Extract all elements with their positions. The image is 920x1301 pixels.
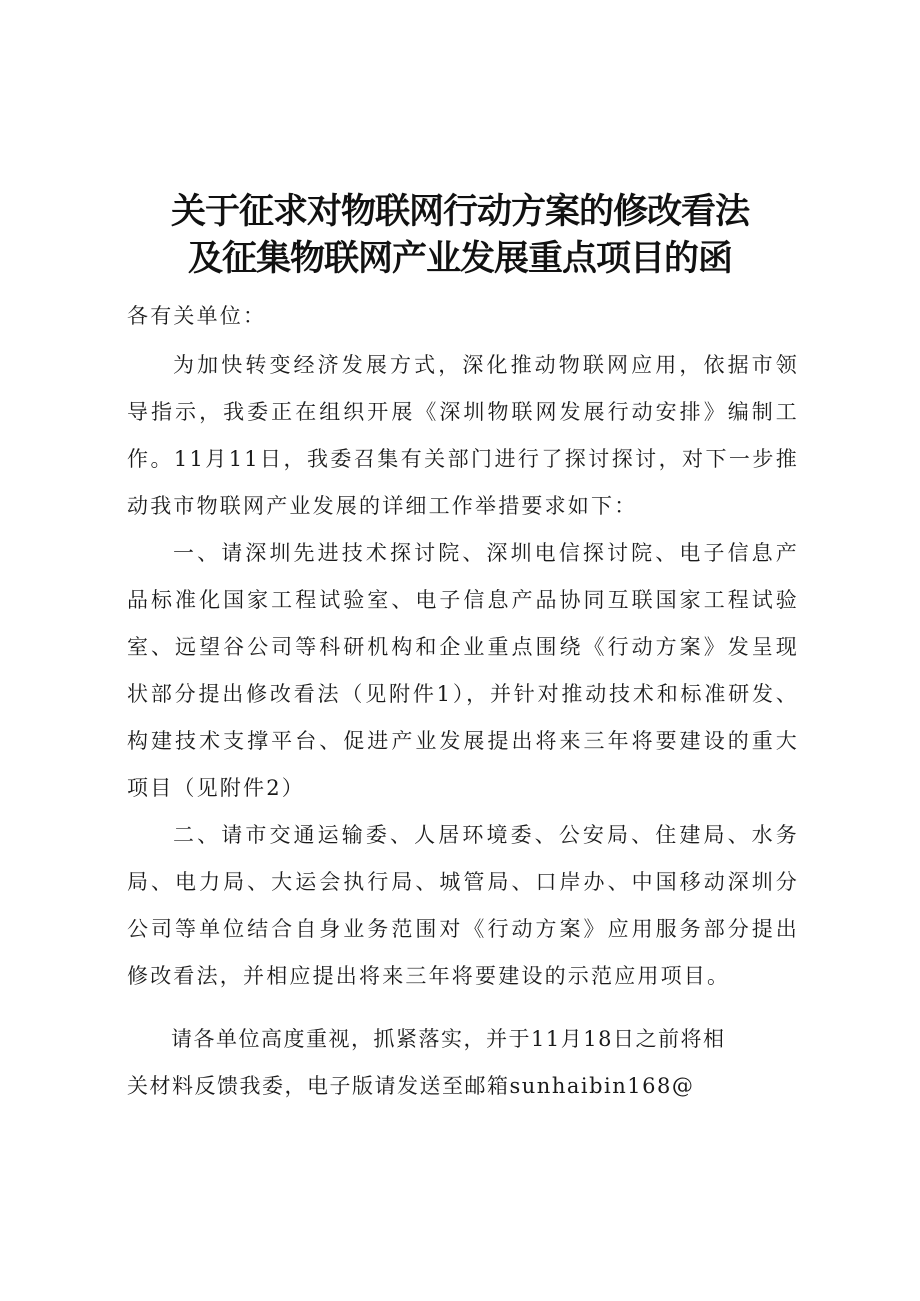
paragraph-closing: 请各单位高度重视，抓紧落实，并于11月18日之前将相关材料反馈我委，电子版请发送至邮箱sunhaibin168@	[127, 1027, 726, 1098]
document-title-line-2: 及征集物联网产业发展重点项目的函	[187, 239, 732, 279]
document-title-line-1: 关于征求对物联网行动方案的修改看法	[170, 192, 749, 232]
salutation: 各有关单位：	[127, 304, 267, 328]
paragraph-item-one: 一、请深圳先进技术探讨院、深圳电信探讨院、电子信息产品标准化国家工程试验室、电子信息产品协同互联国家工程试验室、远望谷公司等科研机构和企业重点围绕《行动方案》发呈现状部分提出修改看法（见附件1），并针对推动技术和标准研发、构建技术支撑平台、促进产业发展提出将来三年将要建设的重大项目（见附件2）	[127, 541, 799, 800]
paragraph-item-two: 二、请市交通运输委、人居环境委、公安局、住建局、水务局、电力局、大运会执行局、城管局、口岸办、中国移动深圳分公司等单位结合自身业务范围对《行动方案》应用服务部分提出修改看法，并相应提出将来三年将要建设的示范应用项目。	[127, 823, 799, 988]
paragraph-intro: 为加快转变经济发展方式，深化推动物联网应用，依据市领导指示，我委正在组织开展《深圳物联网发展行动安排》编制工作。11月11日，我委召集有关部门进行了探讨探讨，对下一步推动我市物联网产业发展的详细工作举措要求如下：	[127, 353, 799, 518]
